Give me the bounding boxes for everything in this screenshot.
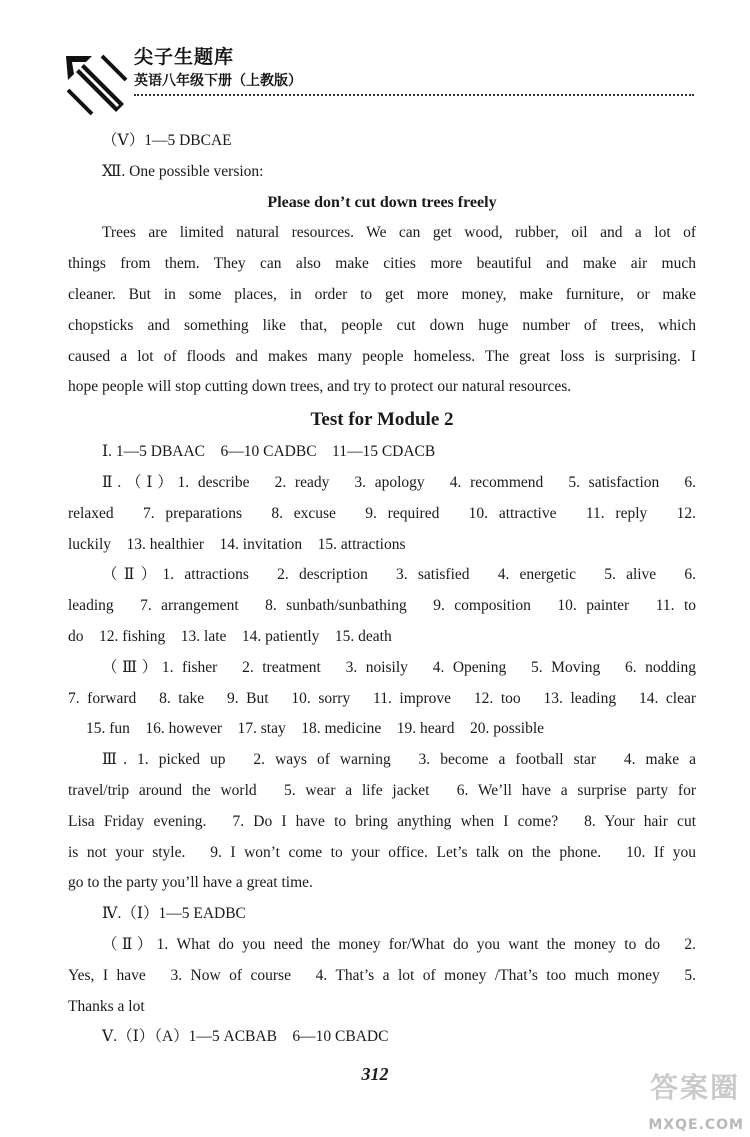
page-number: 312 bbox=[361, 1064, 389, 1084]
essay-line: things from them. They can also make cities more beautiful and make air much bbox=[68, 255, 696, 273]
essay-line: cleaner. But in some places, in order to get more money, make furniture, or make bbox=[68, 285, 696, 303]
answer-line: （Ⅴ）1—5 DBCAE bbox=[102, 132, 232, 149]
answer-line: Ⅱ.（Ⅰ）1. describe 2. ready 3. apology 4. recommend 5. satisfaction 6. bbox=[102, 473, 696, 491]
answer-line: luckily 13. healthier 14. invitation 15. attractions bbox=[68, 535, 406, 553]
answer-line: Ⅲ. 1. picked up 2. ways of warning 3. become a football star 4. make a bbox=[102, 751, 696, 769]
header-subtitle: 英语八年级下册（上教版） bbox=[134, 73, 302, 89]
answer-line: （Ⅱ）1. attractions 2. description 3. satisfied 4. energetic 5. alive 6. bbox=[102, 566, 696, 584]
answer-line: 7. forward 8. take 9. But 10. sorry 11. improve 12. too 13. leading 14. clear bbox=[68, 689, 696, 707]
answer-line: Thanks a lot bbox=[68, 997, 145, 1015]
answer-line: do 12. fishing 13. late 14. patiently 15. death bbox=[68, 627, 392, 645]
page-header bbox=[60, 38, 700, 118]
essay-line: Trees are limited natural resources. We can get wood, rubber, oil and a lot of bbox=[102, 224, 696, 242]
answer-line: （Ⅱ）1. What do you need the money for/What do you want the money to do 2. bbox=[102, 935, 696, 953]
answer-line: relaxed 7. preparations 8. excuse 9. required 10. attractive 11. reply 12. bbox=[68, 504, 696, 522]
answer-line: is not your style. 9. I won’t come to your office. Let’s talk on the phone. 10. If you bbox=[68, 843, 696, 861]
header-dotted-rule bbox=[134, 94, 694, 96]
answer-line: go to the party you’ll have a great time. bbox=[68, 874, 313, 892]
answer-line: Ⅴ.（Ⅰ）（A）1—5 ACBAB 6—10 CBADC bbox=[102, 1028, 389, 1046]
answer-line: Yes, I have 3. Now of course 4. That’s a lot of money /That’s too much money 5. bbox=[68, 966, 696, 984]
watermark bbox=[612, 1060, 750, 1137]
watermark-logo: 答案圈 bbox=[649, 1071, 740, 1104]
answer-content bbox=[68, 126, 696, 1053]
header-title: 尖子生题库 bbox=[134, 46, 235, 68]
answer-line: （Ⅲ）1. fisher 2. treatment 3. noisily 4. Opening 5. Moving 6. nodding bbox=[102, 658, 696, 676]
essay-line: hope people will stop cutting down trees, and try to protect our natural resources. bbox=[68, 378, 572, 396]
answer-line: travel/trip around the world 5. wear a life jacket 6. We’ll have a surprise party for bbox=[68, 781, 696, 799]
essay-line: chopsticks and something like that, people cut down huge number of trees, which bbox=[68, 316, 696, 334]
essay-line: caused a lot of floods and makes many people homeless. The great loss is surprising. I bbox=[68, 347, 696, 365]
answer-line: 15. fun 16. however 17. stay 18. medicine 19. heard 20. possible bbox=[86, 720, 545, 738]
essay-title: Please don’t cut down trees freely bbox=[267, 193, 497, 211]
watermark-url: MXQE.COM bbox=[648, 1117, 744, 1133]
module-title: Test for Module 2 bbox=[310, 409, 454, 431]
answer-line: leading 7. arrangement 8. sunbath/sunbathing 9. composition 10. painter 11. to bbox=[68, 597, 696, 615]
answer-line: Ⅳ.（Ⅰ）1—5 EADBC bbox=[102, 905, 246, 923]
arrow-logo-icon bbox=[62, 50, 130, 118]
answer-line: Ⅻ. One possible version: bbox=[102, 162, 264, 180]
answer-line: Lisa Friday evening. 7. Do I have to bring anything when I come? 8. Your hair cut bbox=[68, 812, 696, 830]
answer-line: Ⅰ. 1—5 DBAAC 6—10 CADBC 11—15 CDACB bbox=[102, 443, 436, 461]
